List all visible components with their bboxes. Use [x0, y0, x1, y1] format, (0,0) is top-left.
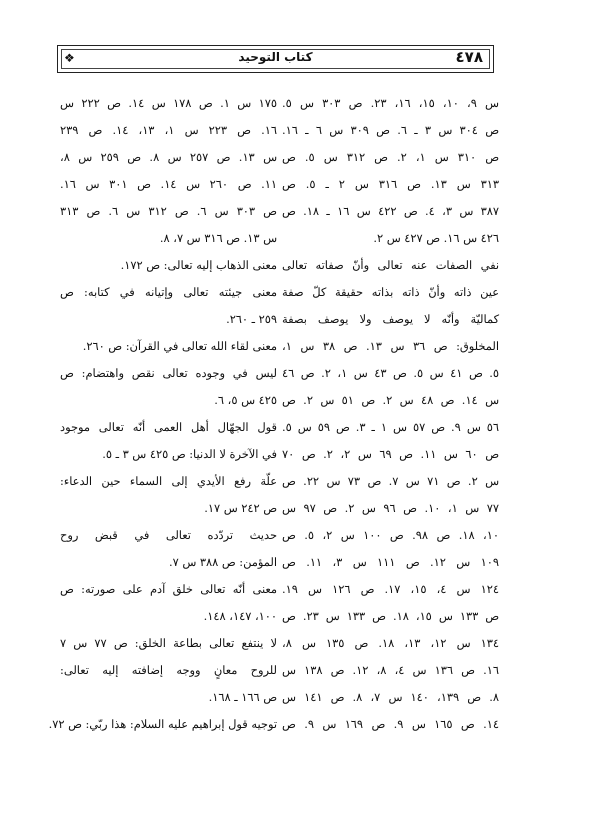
- index-column-left: [48, 90, 277, 738]
- index-line: ص ٣٠٤ س ٣ ـ ٦. ص ٣٠٩ س ٦ ـ ١٦.: [282, 123, 499, 137]
- index-line: ٨. ص ١٣٩، ١٤٠ س ٧، ٨. ص ١٤١ س: [282, 690, 499, 704]
- index-line: للروح معانٍ ووجه إضافته إليه تعالى:: [60, 663, 277, 677]
- index-line: ٥٦ س ٩. ص ٥٧ س ١ ـ ٣. ص ٥٩ س ٥.: [282, 420, 499, 434]
- index-line: ليس في وجوده تعالى نقص واهتضام: ص: [60, 366, 277, 380]
- index-line: ص ١٣٣ س ١٥، ١٨. ص ١٣٣ س ٢٣. ص: [282, 609, 500, 623]
- index-line: ١٢٤ س ٤، ١٥، ١٧. ص ١٢٦ س ١٩.: [282, 582, 499, 596]
- index-line: المؤمن: ص ٣٨٨ س ٧.: [169, 555, 277, 569]
- index-line: ١٠٠، ١٤٧، ١٤٨.: [203, 609, 277, 623]
- index-line: س ١٤. ص ٤٨ س ٢. ص ٥١ س ٢. ص: [282, 393, 499, 407]
- index-line: ص ٦٠ س ١١. ص ٦٩ س ٢، ٢. ص ٧٠: [282, 447, 499, 461]
- index-line: س ١٣. ص ٢٥٧ س ٨. ص ٢٥٩ س ٨،: [60, 150, 277, 164]
- index-line: ١٦. ص ٢٢٣ س ١، ١٣، ١٤. ص ٢٣٩: [60, 123, 277, 137]
- index-line: ١٤. ص ١٦٥ س ٩. ص ١٦٩ س ٩. ص: [282, 717, 499, 731]
- page-header: [57, 45, 494, 73]
- index-line: س ٢. ص ٧١ س ٧. ص ٧٣ س ٢٢. ص: [282, 474, 499, 488]
- index-line: عين ذاته وأنّ ذاته بذاته حقيقة كلّ صفة: [282, 285, 499, 299]
- index-line: ١٠، ١٨. ص ٩٨. ص ١٠٠ س ٢، ٥. ص: [282, 528, 499, 542]
- index-line: ٥. ص ٤١ س ٥. ص ٤٣ س ١، ٢. ص ٤٦: [282, 366, 500, 380]
- index-line: ٤٢٦ س ١٦. ص ٤٢٧ س ٢.: [373, 231, 499, 245]
- index-line: ١٣٤ س ١٢، ١٣، ١٨. ص ١٣٥ س ٨،: [282, 636, 499, 650]
- index-line: نفي الصفات عنه تعالى وأنّ صفاته تعالى: [282, 258, 499, 272]
- index-line: ١١. ص ٢٦٠ س ١٤. ص ٣٠١ س ١٦.: [60, 177, 277, 191]
- index-line: س ١٣. ص ٣١٦ س ٧، ٨.: [159, 231, 277, 245]
- index-column-right: [282, 90, 499, 738]
- index-line: معنى لقاء الله تعالى في القرآن: ص ٢٦٠.: [82, 339, 277, 353]
- index-line: ص ٢٤٢ س ١٧.: [204, 501, 277, 515]
- index-line: ١٦. ص ١٣٦ س ٤، ٨، ١٢. ص ١٣٨ س: [282, 663, 499, 677]
- book-title: كتاب التوحيد: [238, 50, 313, 64]
- index-line: ص ٣١٠ س ١، ٢. ص ٣١٢ س ٥. ص: [282, 150, 499, 164]
- ornament-icon: ❖: [64, 51, 75, 65]
- index-line: معنى جيئته تعالى وإتيانه في كتابه: ص: [60, 285, 277, 299]
- index-line: ٧٧ س ١، ١٠. ص ٩٦ س ٢. ص ٩٧ س: [282, 501, 499, 515]
- index-line: معنى أنّه تعالى خلق آدم على صورته: ص: [60, 582, 277, 596]
- index-line: ٤٢٥ س ٥، ٦.: [214, 393, 277, 407]
- index-line: ٢٥٩ ـ ٢٦٠.: [226, 312, 277, 326]
- index-line: توجيه قول إبراهيم عليه السلام: هذا ربّي: ص ٧٢.: [48, 717, 277, 731]
- index-line: المخلوق: ص ٣٦ س ١٣. ص ٣٨ س ١،: [282, 339, 499, 353]
- index-line: ص ٣٠٣ س ٦. ص ٣١٢ س ٦. ص ٣١٣: [60, 204, 277, 218]
- index-line: ص ١٦٦ ـ ١٦٨.: [208, 690, 277, 704]
- index-line: س ٩، ١٠، ١٥، ١٦، ٢٣. ص ٣٠٣ س ٥.: [282, 96, 499, 110]
- index-line: قول الجهّال أهل العمى أنّه تعالى موجود: [60, 420, 277, 434]
- index-line: حديث تردّده تعالى في قبض روح: [60, 528, 277, 542]
- index-line: ١٠٩ س ١٢. ص ١١١ س ٣، ١١. ص: [282, 555, 499, 569]
- index-line: ٣٨٧ س ٣، ٤. ص ٤٢٢ س ١٦ ـ ١٨. ص: [282, 204, 499, 218]
- index-line: كماليّة وأنّه لا يوصف ولا يوصف بصفة: [282, 312, 499, 326]
- index-line: في الآخرة لا الدنيا: ص ٤٢٥ س ٣ ـ ٥.: [102, 447, 277, 461]
- index-line: ٣١٣ س ١٣. ص ٣١٦ س ٢ ـ ٥. ص: [282, 177, 499, 191]
- index-line: معنى الذهاب إليه تعالى: ص ١٧٢.: [120, 258, 277, 272]
- index-line: لا ينتفع تعالى بطاعة الخلق: ص ٧٧ س ٧: [60, 636, 277, 650]
- page-number: ٤٧٨: [455, 48, 483, 66]
- index-line: علّة رفع الأيدي إلى السماء حين الدعاء:: [60, 474, 277, 488]
- index-line: ١٧٥ س ١. ص ١٧٨ س ١٤. ص ٢٢٢ س: [60, 96, 277, 110]
